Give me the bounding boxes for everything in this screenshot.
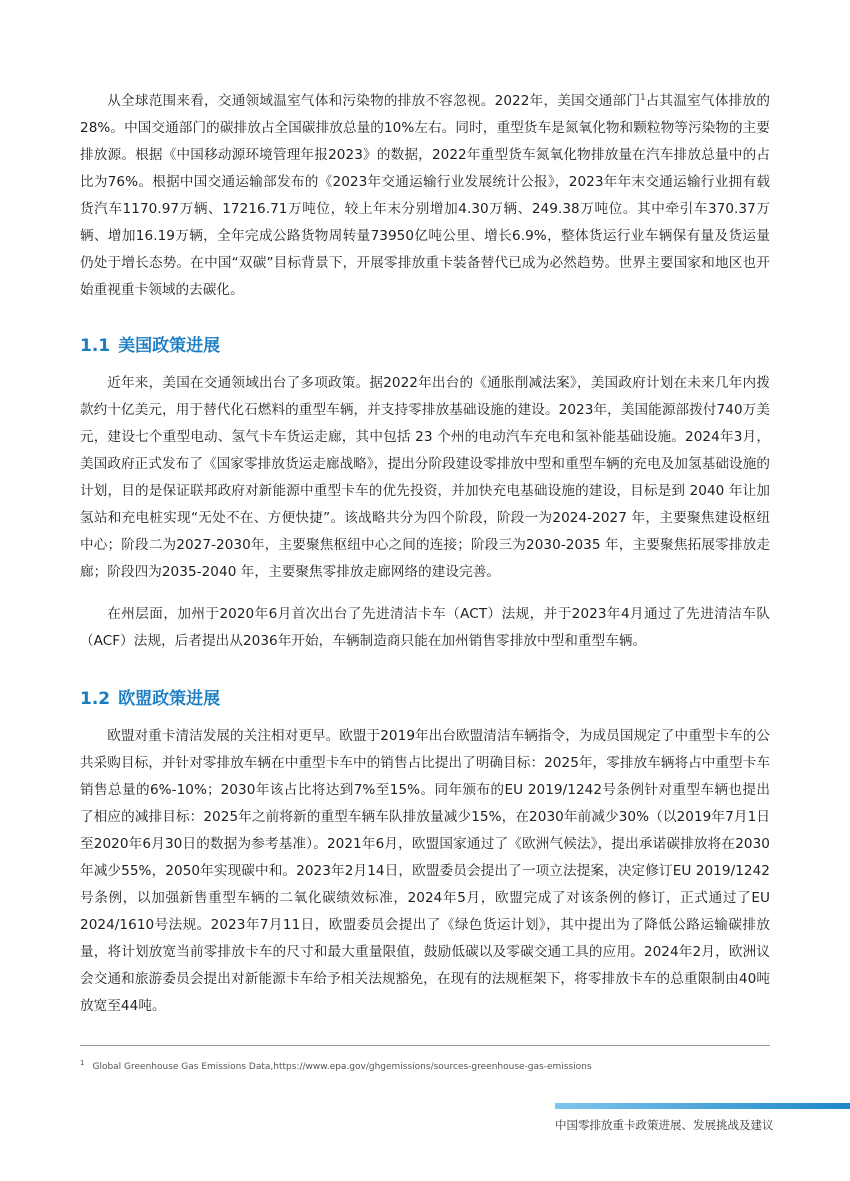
section-1-2-paragraph-1: 欧盟对重卡清洁发展的关注相对更早。欧盟于2019年出台欧盟清洁车辆指令，为成员国规定了中重型卡车的公共采购目标，并针对零排放车辆在中重型卡车中的销售占比提出了明确目标：2025年，零排放车辆将占中重型卡车销售总量的6%-10%；2030年该占比将达到7%至15%。同年颁布的EU 2019/1242号条例针对重型车辆也提出了相应的减排目标：2025年之前将新的重型车辆车队排放量减少15%，在2030年前减少30%（以2019年7月1日至2020年6月30日的数据为参考基准）。2021年6月，欧盟国家通过了《欧洲气候法》，提出承诺碳排放将在2030年减少55%，2050年实现碳中和。2023年2月14日，欧盟委员会提出了一项立法提案，决定修订EU 2019/1242号条例，以加强新售重型车辆的二氧化碳绩效标准，2024年5月，欧盟完成了对该条例的修订，正式通过了EU 2024/1610号法规。2023年7月11日，欧盟委员会提出了《绿色货运计划》，其中提出为了降低公路运输碳排放量，将计划放宽当前零排放卡车的尺寸和最大重量限值，鼓励低碳以及零碳交通工具的应用。2024年2月，欧洲议会交通和旅游委员会提出对新能源卡车给予相关法规豁免，在现有的法规框架下，将零排放卡车的总重限制由40吨放宽至44吨。 xyxy=(80,728,770,1014)
section-1-1-paragraph-2: 在州层面，加州于2020年6月首次出台了先进清洁卡车（ACT）法规，并于2023年4月通过了先进清洁车队（ACF）法规，后者提出从2036年开始，车辆制造商只能在加州销售零排放中型和重型车辆。 xyxy=(80,606,770,649)
footnote-divider xyxy=(80,1045,770,1046)
footnote xyxy=(80,1057,770,1073)
section-number: 1.1 xyxy=(80,336,111,356)
section-title: 美国政策进展 xyxy=(118,336,221,356)
intro-paragraph xyxy=(80,88,770,304)
footer-accent-bar xyxy=(555,1103,850,1109)
footer-running-title: 中国零排放重卡政策进展、发展挑战及建议 xyxy=(555,1118,774,1132)
footnote-mark: 1 xyxy=(80,1059,85,1067)
section-1-1-paragraph-1: 近年来，美国在交通领域出台了多项政策。据2022年出台的《通胀削减法案》，美国政府计划在未来几年内拨款约十亿美元，用于替代化石燃料的重型车辆，并支持零排放基础设施的建设。2023年，美国能源部拨付740万美元，建设七个重型电动、氢气卡车货运走廊，其中包括 23 个州的电动汽车充电和氢补能基础设施。2024年3月，美国政府正式发布了《国家零排放货运走廊战略》，提出分阶段建设零排放中型和重型车辆的充电及加氢基础设施的计划，目的是保证联邦政府对新能源中重型卡车的优先投资，并加快充电基础设施的建设，目标是到 2040 年让加氢站和充电桩实现“无处不在、方便快捷”。该战略共分为四个阶段，阶段一为2024-2027 年，主要聚焦建设枢纽中心；阶段二为2027-2030年，主要聚焦枢纽中心之间的连接；阶段三为2030-2035 年，主要聚焦拓展零排放走廊；阶段四为2035-2040 年，主要聚焦零排放走廊网络的建设完善。 xyxy=(80,375,770,580)
footnote-reference[interactable]: 1 xyxy=(640,92,646,102)
footnote-text[interactable]: Global Greenhouse Gas Emissions Data,https://www.epa.gov/ghgemissions/sources-greenhouse-gas-emissions xyxy=(92,1062,592,1072)
section-heading-1-1 xyxy=(80,334,220,358)
section-heading-1-2 xyxy=(80,687,220,711)
section-title: 欧盟政策进展 xyxy=(118,689,221,709)
section-number: 1.2 xyxy=(80,689,111,709)
intro-text-part-1: 从全球范围来看，交通领域温室气体和污染物的排放不容忽视。2022年，美国交通部门 xyxy=(107,93,641,109)
intro-text-part-2: 占其温室气体排放的28%。中国交通部门的碳排放占全国碳排放总量的10%左右。同时，重型货车是氮氧化物和颗粒物等污染物的主要排放源。根据《中国移动源环境管理年报2023》的数据，2022年重型货车氮氧化物排放量在汽车排放总量中的占比为76%。根据中国交通运输部发布的《2023年交通运输行业发展统计公报》，2023年年末交通运输行业拥有载货汽车1170.97万辆、17216.71万吨位，较上年末分别增加4.30万辆、249.38万吨位。其中牵引车370.37万辆、增加16.19万辆，全年完成公路货物周转量73950亿吨公里、增长6.9%，整体货运行业车辆保有量及货运量仍处于增长态势。在中国“双碳”目标背景下，开展零排放重卡装备替代已成为必然趋势。世界主要国家和地区也开始重视重卡领域的去碳化。 xyxy=(80,93,771,298)
